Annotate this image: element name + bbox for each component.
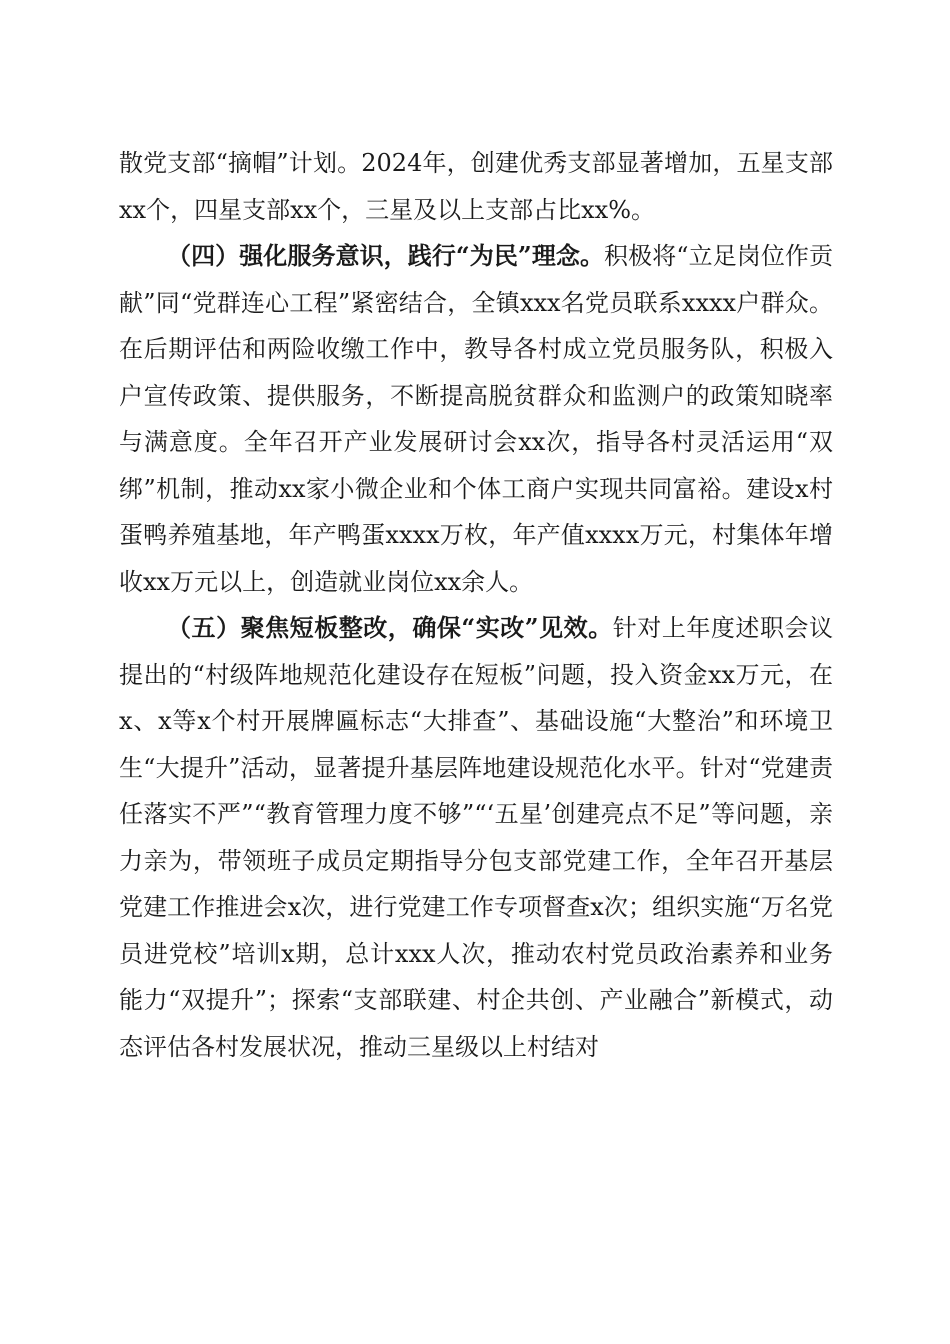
paragraph-3 [119,605,833,1070]
paragraph-2-heading: （四）强化服务意识，践行“为民”理念。 [167,241,605,270]
paragraph-3-heading: （五）聚焦短板整改，确保“实改”见效。 [167,613,613,642]
paragraph-1 [119,140,833,233]
paragraph-3-text: 针对上年度述职会议提出的“村级阵地规范化建设存在短板”问题，投入资金xx万元，在x、x等x个村开展牌匾标志“大排查”、基础设施“大整治”和环境卫生“大提升”活动，显著提升基层阵地建设规范化水平。针对“党建责任落实不严”“教育管理力度不够”“‘五星’创建亮点不足”等问题，亲力亲为，带领班子成员定期指导分包支部党建工作，全年召开基层党建工作推进会x次，进行党建工作专项督查x次；组织实施“万名党员进党校”培训x期，总计xxx人次，推动农村党员政治素养和业务能力“双提升”；探索“支部联建、村企共创、产业融合”新模式，动态评估各村发展状况，推动三星级以上村结对 [119,614,834,1061]
paragraph-1-text: 散党支部“摘帽”计划。2024年，创建优秀支部显著增加，五星支部xx个，四星支部xx个，三星及以上支部占比xx%。 [119,149,833,224]
document-body [119,140,833,1070]
paragraph-2-text: 积极将“立足岗位作贡献”同“党群连心工程”紧密结合，全镇xxx名党员联系xxxx户群众。在后期评估和两险收缴工作中，教导各村成立党员服务队，积极入户宣传政策、提供服务，不断提高脱贫群众和监测户的政策知晓率与满意度。全年召开产业发展研讨会xx次，指导各村灵活运用“双绑”机制，推动xx家小微企业和个体工商户实现共同富裕。建设x村蛋鸭养殖基地，年产鸭蛋xxxx万枚，年产值xxxx万元，村集体年增收xx万元以上，创造就业岗位xx余人。 [119,242,833,596]
paragraph-2 [119,233,833,605]
